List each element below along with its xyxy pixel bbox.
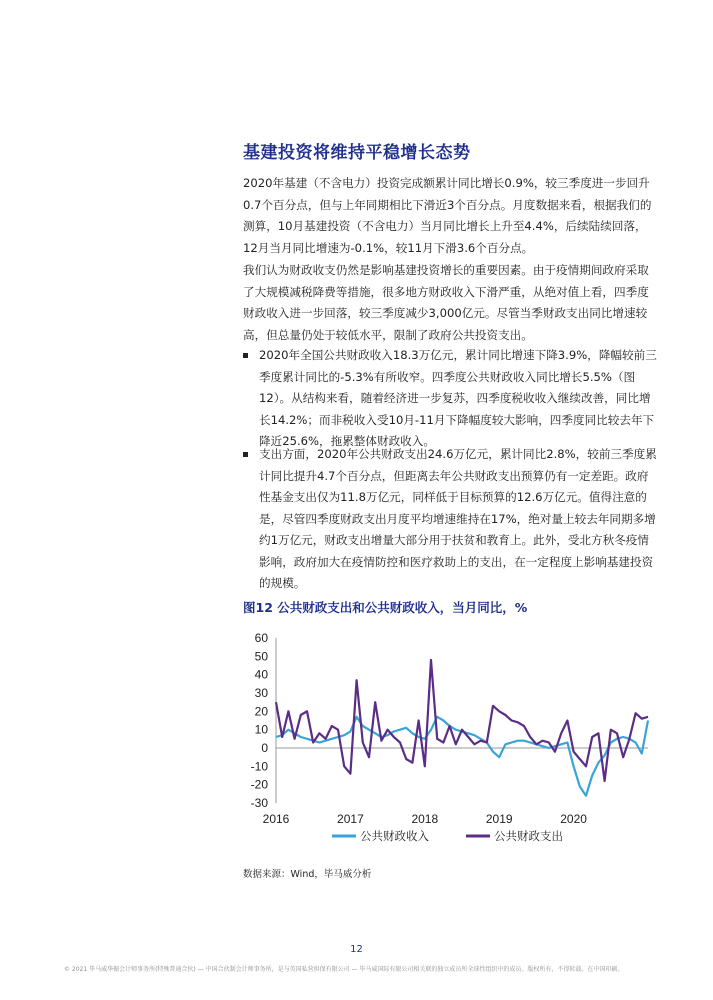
x-tick-label: 2020 — [560, 812, 587, 826]
data-source: 数据来源：Wind，毕马威分析 — [243, 869, 372, 880]
y-tick-label: 10 — [254, 722, 268, 737]
x-tick-label: 2016 — [262, 812, 290, 826]
x-tick-label: 2017 — [337, 812, 364, 826]
y-tick-label: 20 — [254, 704, 268, 719]
y-tick-label: 50 — [254, 649, 268, 664]
legend-revenue-label: 公共财政收入 — [360, 829, 429, 843]
y-tick-label: -30 — [250, 796, 268, 810]
y-tick-label: -20 — [250, 777, 268, 792]
bullet-text: 2020年全国公共财政收入18.3万亿元，累计同比增速下降3.9%，降幅较前三季度累计同比的-5.3%有所收窄。四季度公共财政收入同比增长5.5%（图12）。从结构来看，随着经济进一步复苏，四季度税收收入继续改善，同比增长14.2%；而非税收入受10月-11月下降幅度较大影响，四季度同比较去年下降近25.6%，拖累整体财政收入。 — [259, 348, 657, 448]
paragraph-2: 我们认为财政收支仍然是影响基建投资增长的重要因素。由于疫情期间政府采取了大规模减税降费等措施，很多地方财政收入下滑严重，从绝对值上看，四季度财政收入进一步回落，较三季度减少3,000亿元。尽管当季财政支出同比增速较高，但总量仍处于较低水平，限制了政府公共投资支出。 — [243, 263, 649, 342]
legend-expenditure-label: 公共财政支出 — [494, 829, 563, 843]
paragraph-1: 2020年基建（不含电力）投资完成额累计同比增长0.9%，较三季度进一步回升0.7个百分点，但与上年同期相比下滑近3个百分点。月度数据来看，根据我们的测算，10月基建投资（不含电力）当月同比增长上升至4.4%，后续陆续回落，12月当月同比增速为-0.1%，较11月下滑3.6个百分点。 — [243, 176, 652, 255]
bullet-revenue — [243, 345, 657, 453]
y-tick-label: 0 — [261, 741, 268, 755]
bullet-marker-icon — [243, 452, 248, 457]
figure-title: 图12 公共财政支出和公共财政收入，当月同比，% — [243, 600, 528, 615]
bullet-text: 支出方面，2020年公共财政支出24.6万亿元，累计同比2.8%，较前三季度累计同比提升4.7个百分点，但距离去年公共财政支出预算仍有一定差距。政府性基金支出仅为11.8万亿元，同样低于目标预算的12.6万亿元。值得注意的是，尽管四季度财政支出月度平均增速维持在17%，绝对量上较去年同期多增约1万亿元，财政支出增量大部分用于扶贫和教育上。此外，受北方秋冬疫情影响，政府加大在疫情防控和医疗救助上的支出，在一定程度上影响基建投资的规模。 — [259, 447, 657, 590]
y-tick-label: -10 — [250, 759, 268, 774]
section-heading: 基建投资将维持平稳增长态势 — [243, 143, 471, 163]
bullet-marker-icon — [243, 353, 248, 358]
y-tick-label: 60 — [254, 631, 268, 645]
bullet-expenditure — [243, 444, 657, 595]
x-tick-label: 2019 — [485, 812, 513, 826]
y-tick-label: 40 — [254, 667, 268, 682]
line-chart — [240, 625, 660, 855]
copyright-footer: © 2021 毕马威华振会计师事务所(特殊普通合伙) — 中国合伙制会计师事务所，是与英国私营担保有限公司 — 毕马威国际有限公司相关联的独立成员所全球性组织中的成员。版权所有，不得转载。在中国印刷。 — [64, 966, 624, 973]
x-tick-label: 2018 — [411, 812, 439, 826]
y-tick-label: 30 — [254, 686, 268, 700]
expenditure-series-line — [276, 660, 648, 781]
page-number: 12 — [350, 944, 363, 955]
